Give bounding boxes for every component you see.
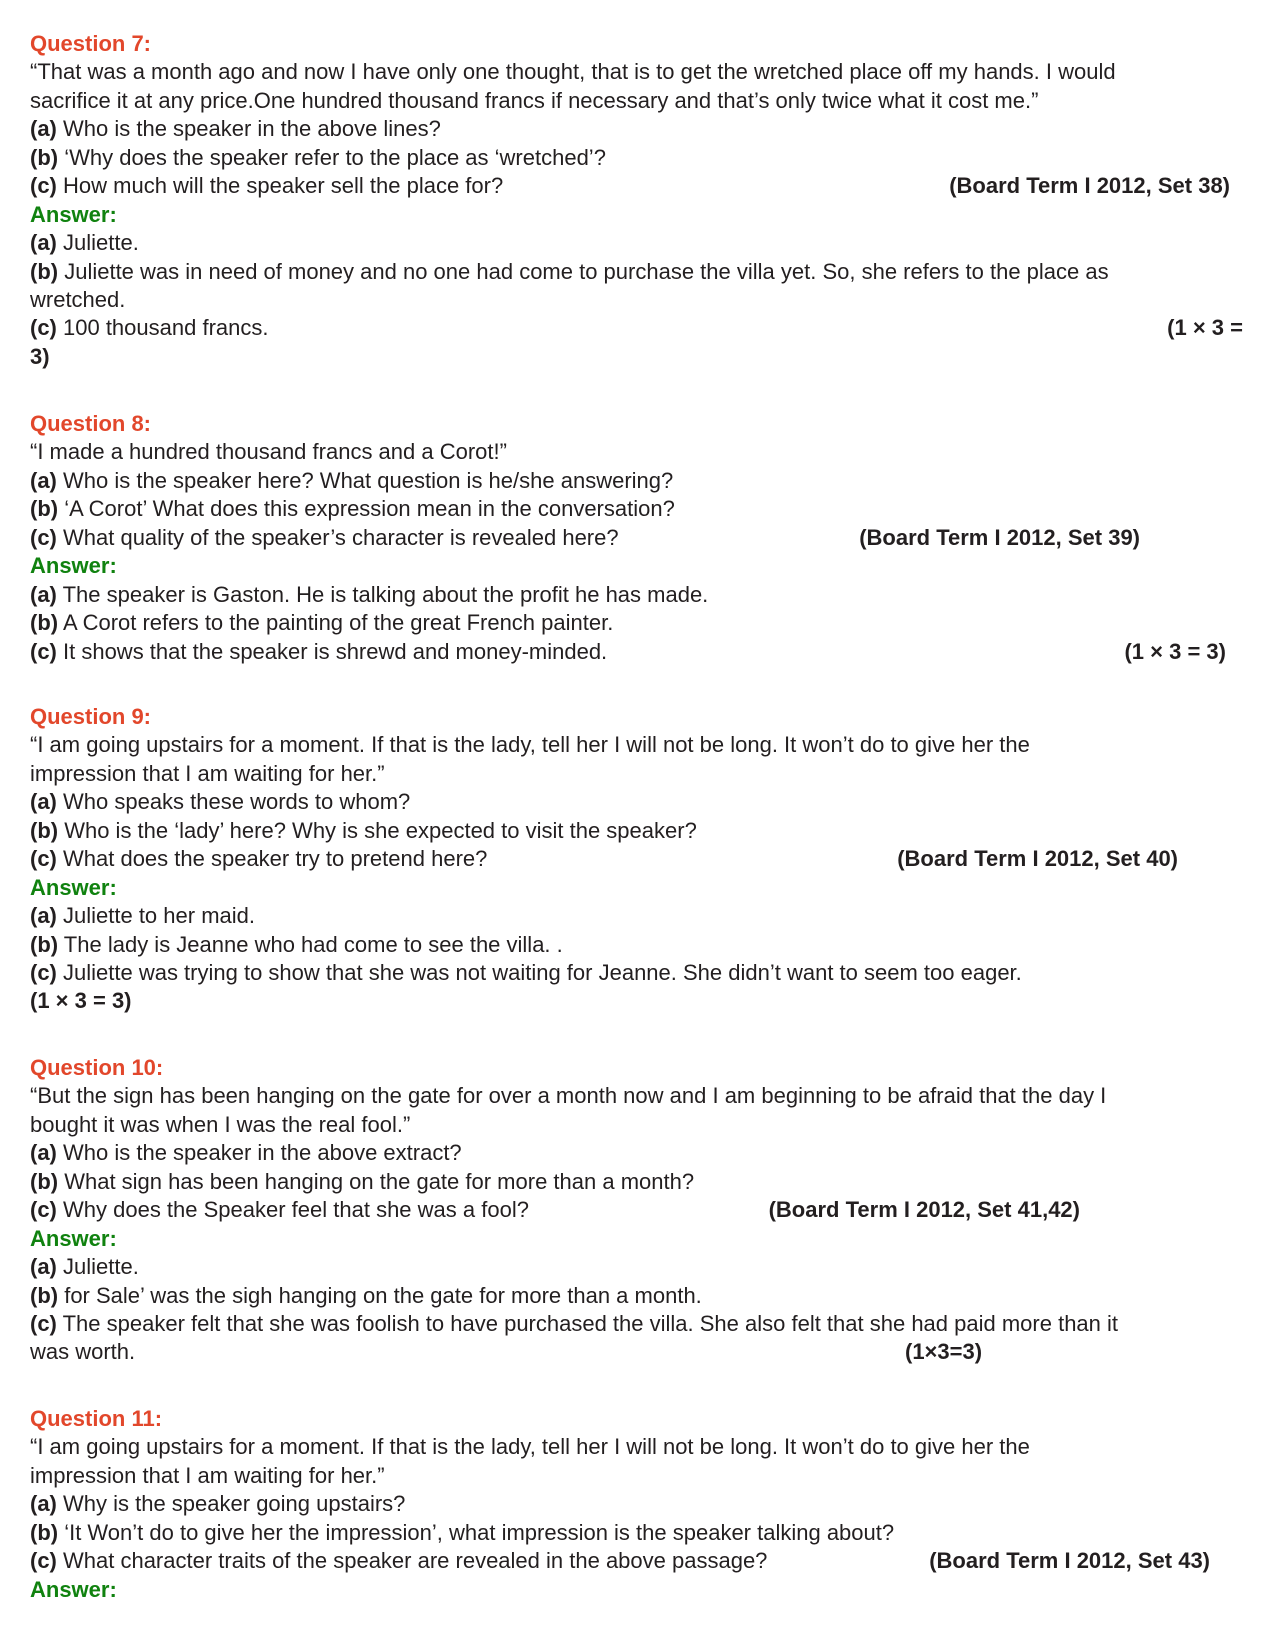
part-text: ‘A Corot’ What does this expression mean in the conversation? [58, 496, 675, 522]
answer-text: The speaker is Gaston. He is talking about the profit he has made. [56, 581, 709, 607]
answer-label: Answer: [30, 201, 117, 227]
part-label: (a) [30, 1140, 57, 1166]
answer-text: A Corot refers to the painting of the great French painter. [58, 610, 614, 636]
part-label: (a) [30, 116, 57, 142]
answer-text: was worth. [30, 1339, 136, 1365]
answer-line [30, 229, 1260, 257]
marks: (1 × 3 = [1167, 315, 1243, 341]
quote-line: “I made a hundred thousand francs and a Corot!” [30, 439, 507, 465]
part-label: (b) [30, 144, 59, 170]
question-title: Question 9: [30, 704, 152, 729]
part-text: Why does the Speaker feel that she was a fool? [56, 1197, 529, 1223]
answer-part-label: (b) [30, 610, 59, 636]
part-text: Who is the ‘lady’ here? Why is she expected to visit the speaker? [58, 817, 697, 843]
answer-line [30, 314, 1260, 342]
marks: (1×3=3) [905, 1339, 983, 1365]
marks-continued: 3) [30, 343, 50, 369]
part-label: (c) [30, 524, 57, 550]
part-text: What quality of the speaker’s character is revealed here? [56, 524, 619, 550]
answer-text: Juliette was in need of money and no one had come to purchase the villa yet. So, she refers to the place as [58, 258, 1109, 284]
part-label: (c) [30, 1548, 57, 1574]
question-part [30, 1139, 1260, 1167]
part-text: Why is the speaker going upstairs? [56, 1491, 406, 1517]
part-text: ‘It Won’t do to give her the impression’, what impression is the speaker talking about? [58, 1519, 895, 1545]
answer-line [30, 931, 1260, 959]
answer-line [30, 1253, 1260, 1281]
source-reference: (Board Term I 2012, Set 39) [859, 524, 1140, 550]
quote-line: impression that I am waiting for her.” [30, 1462, 385, 1488]
question-title: Question 10: [30, 1055, 164, 1080]
quote-line: bought it was when I was the real fool.” [30, 1111, 411, 1137]
question-part [30, 495, 1260, 523]
part-text: How much will the speaker sell the place for? [56, 173, 504, 199]
answer-line [30, 1338, 1260, 1366]
part-label: (b) [30, 496, 59, 522]
part-text: Who is the speaker here? What question is he/she answering? [56, 467, 674, 493]
part-text: ‘Why does the speaker refer to the place as ‘wretched’? [58, 144, 606, 170]
part-label: (b) [30, 817, 59, 843]
answer-part-label: (a) [30, 1254, 57, 1280]
answer-part-label: (c) [30, 1310, 57, 1336]
answer-part-label: (c) [30, 638, 57, 664]
answer-text: Juliette. [56, 230, 139, 256]
part-label: (b) [30, 1168, 59, 1194]
answer-line [30, 258, 1260, 286]
part-label: (a) [30, 467, 57, 493]
answer-line [30, 959, 1260, 987]
answer-text: for Sale’ was the sigh hanging on the gate for more than a month. [58, 1282, 702, 1308]
answer-line [30, 638, 1260, 666]
answer-text: 100 thousand francs. [56, 315, 269, 341]
part-text: Who speaks these words to whom? [56, 789, 411, 815]
answer-text: wretched. [30, 286, 126, 312]
quote-line: “But the sign has been hanging on the gate for over a month now and I am beginning to be afraid that the day I [30, 1083, 1107, 1109]
question-part [30, 817, 1260, 845]
source-reference: (Board Term I 2012, Set 40) [897, 846, 1178, 872]
quote-line: “I am going upstairs for a moment. If that is the lady, tell her I will not be long. It won’t do to give her the [30, 1434, 1030, 1460]
question-title: Question 8: [30, 411, 152, 436]
answer-line [30, 1282, 1260, 1310]
answer-line [30, 902, 1260, 930]
answer-label: Answer: [30, 1225, 117, 1251]
answer-label: Answer: [30, 874, 117, 900]
answer-text: Juliette was trying to show that she was not waiting for Jeanne. She didn’t want to seem too eager. [56, 959, 1022, 985]
answer-text: The lady is Jeanne who had come to see the villa. . [58, 931, 563, 957]
source-reference: (Board Term I 2012, Set 41,42) [768, 1197, 1080, 1223]
answer-text: The speaker felt that she was foolish to have purchased the villa. She also felt that she had paid more than it [56, 1310, 1119, 1336]
quote-line: “I am going upstairs for a moment. If that is the lady, tell her I will not be long. It won’t do to give her the [30, 732, 1030, 758]
quote-line: “That was a month ago and now I have only one thought, that is to get the wretched place off my hands. I would [30, 59, 1116, 85]
question-part [30, 172, 1260, 200]
part-text: Who is the speaker in the above extract? [56, 1140, 462, 1166]
part-text: What sign has been hanging on the gate for more than a month? [58, 1168, 695, 1194]
source-reference: (Board Term I 2012, Set 43) [929, 1548, 1210, 1574]
part-text: What does the speaker try to pretend here? [56, 846, 488, 872]
question-block [30, 1054, 1260, 1367]
answer-text: It shows that the speaker is shrewd and money-minded. [56, 638, 608, 664]
quote-line: sacrifice it at any price.One hundred thousand francs if necessary and that’s only twice what it cost me.” [30, 87, 1039, 113]
answer-line [30, 581, 1260, 609]
answer-part-label: (b) [30, 931, 59, 957]
question-part [30, 467, 1260, 495]
question-part [30, 1547, 1260, 1575]
question-part [30, 845, 1260, 873]
answer-text: Juliette. [56, 1254, 139, 1280]
source-reference: (Board Term I 2012, Set 38) [949, 173, 1230, 199]
part-label: (a) [30, 789, 57, 815]
answer-line [30, 1310, 1260, 1338]
question-block [30, 703, 1260, 1016]
answer-part-label: (a) [30, 903, 57, 929]
answer-part-label: (b) [30, 258, 59, 284]
question-part [30, 144, 1260, 172]
answer-part-label: (c) [30, 959, 57, 985]
question-part [30, 115, 1260, 143]
answer-line [30, 286, 1260, 314]
answer-label: Answer: [30, 553, 117, 579]
question-part [30, 524, 1260, 552]
answer-text: Juliette to her maid. [56, 903, 255, 929]
question-part [30, 1519, 1260, 1547]
answer-part-label: (a) [30, 581, 57, 607]
answer-label: Answer: [30, 1576, 117, 1602]
answer-part-label: (c) [30, 315, 57, 341]
part-label: (c) [30, 1197, 57, 1223]
question-part [30, 1490, 1260, 1518]
part-label: (a) [30, 1491, 57, 1517]
quote-line: impression that I am waiting for her.” [30, 760, 385, 786]
question-block [30, 1405, 1260, 1604]
question-part [30, 1196, 1260, 1224]
part-label: (c) [30, 846, 57, 872]
part-label: (b) [30, 1519, 59, 1545]
marks: (1 × 3 = 3) [30, 988, 132, 1014]
question-block [30, 30, 1260, 371]
question-title: Question 7: [30, 31, 152, 56]
question-part [30, 1168, 1260, 1196]
answer-part-label: (b) [30, 1282, 59, 1308]
question-title: Question 11: [30, 1406, 163, 1431]
part-label: (c) [30, 173, 57, 199]
answer-part-label: (a) [30, 230, 57, 256]
part-text: What character traits of the speaker are revealed in the above passage? [56, 1548, 768, 1574]
question-block [30, 410, 1260, 666]
answer-line [30, 609, 1260, 637]
question-part [30, 788, 1260, 816]
marks: (1 × 3 = 3) [1124, 638, 1226, 664]
part-text: Who is the speaker in the above lines? [56, 116, 441, 142]
